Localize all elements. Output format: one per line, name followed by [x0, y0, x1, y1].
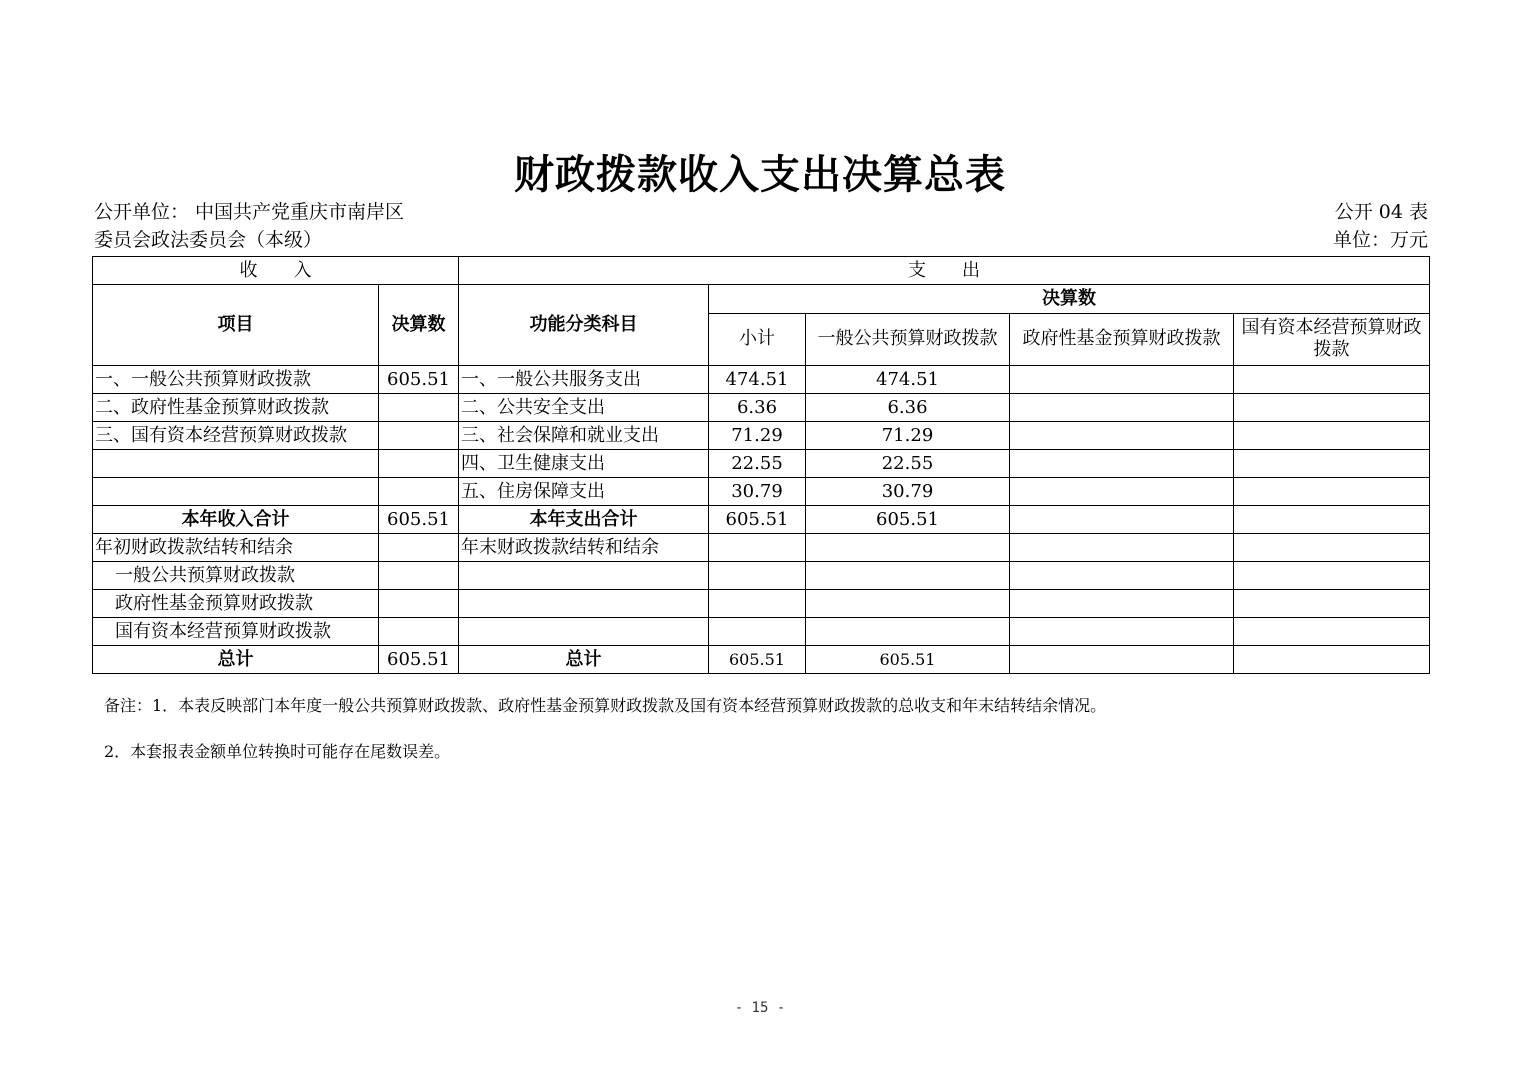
year-general-total: 605.51: [806, 506, 1010, 534]
state-cell: [1234, 394, 1430, 422]
unit-label-line2: 委员会政法委员会（本级）: [94, 229, 323, 251]
currency-unit: 单位：万元: [1332, 229, 1428, 251]
income-item: 三、国有资本经营预算财政拨款: [93, 422, 379, 450]
fund-cell: [1010, 394, 1234, 422]
table-row: [93, 478, 1430, 506]
state-cell: [1234, 562, 1430, 590]
col-fund-header: 政府性基金预算财政拨款: [1010, 313, 1234, 365]
subtotal-cell: [709, 590, 806, 618]
income-item: 一、一般公共预算财政拨款: [93, 366, 379, 394]
carryover-sub-item: 国有资本经营预算财政拨款: [93, 618, 379, 646]
table-row: [93, 422, 1430, 450]
state-cell: [1234, 422, 1430, 450]
state-cell: [1234, 590, 1430, 618]
col-state-header: 国有资本经营预算财政拨款: [1234, 313, 1430, 365]
grand-total-row: [93, 646, 1430, 674]
fund-cell: [1010, 366, 1234, 394]
income-amount: [379, 562, 459, 590]
subtotal-cell: 22.55: [709, 450, 806, 478]
note-1: 备注：1．本表反映部门本年度一般公共预算财政拨款、政府性基金预算财政拨款及国有资本经营预算财政拨款的总收支和年末结转结余情况。: [104, 696, 1107, 715]
income-header: 收 入: [93, 257, 459, 285]
page-number: - 15 -: [734, 1000, 786, 1016]
col-subtotal-header: 小计: [709, 313, 806, 365]
form-number: 公开 04 表: [1334, 201, 1428, 223]
subtotal-cell: 6.36: [709, 394, 806, 422]
col-amount-header: 决算数: [379, 285, 459, 366]
fund-cell: [1010, 562, 1234, 590]
unit-label-line1: 公开单位： 中国共产党重庆市南岸区: [94, 201, 405, 223]
income-amount: 605.51: [379, 366, 459, 394]
financial-table: [92, 256, 1430, 674]
state-cell: [1234, 618, 1430, 646]
table-row: [93, 450, 1430, 478]
expense-item: [459, 590, 709, 618]
col-general-header: 一般公共预算财政拨款: [806, 313, 1010, 365]
expense-item: [459, 618, 709, 646]
general-cell: 474.51: [806, 366, 1010, 394]
carryover-row: [93, 534, 1430, 562]
income-amount: [379, 422, 459, 450]
grand-fund: [1010, 646, 1234, 674]
table-header-row: [93, 257, 1430, 285]
year-fund-total: [1010, 506, 1234, 534]
page-title: 财政拨款收入支出决算总表: [514, 151, 1006, 198]
col-settlement-header: 决算数: [709, 285, 1430, 314]
expense-item: 二、公共安全支出: [459, 394, 709, 422]
col-item-header: 项目: [93, 285, 379, 366]
year-subtotal-total: 605.51: [709, 506, 806, 534]
note-2: 2．本套报表金额单位转换时可能存在尾数误差。: [104, 742, 451, 761]
state-cell: [1234, 478, 1430, 506]
income-amount: [379, 590, 459, 618]
grand-state: [1234, 646, 1430, 674]
expense-item: [459, 562, 709, 590]
fund-cell: [1010, 618, 1234, 646]
expense-item: 四、卫生健康支出: [459, 450, 709, 478]
year-income-total-label: 本年收入合计: [93, 506, 379, 534]
table-row: [93, 366, 1430, 394]
income-item: [93, 450, 379, 478]
year-income-total-amount: 605.51: [379, 506, 459, 534]
expense-item: 五、住房保障支出: [459, 478, 709, 506]
income-amount: [379, 394, 459, 422]
subtotal-cell: 71.29: [709, 422, 806, 450]
grand-income-amount: 605.51: [379, 646, 459, 674]
fund-cell: [1010, 590, 1234, 618]
table-row: [93, 394, 1430, 422]
general-cell: [806, 534, 1010, 562]
state-cell: [1234, 366, 1430, 394]
table-header-row: [93, 285, 1430, 314]
subtotal-cell: [709, 618, 806, 646]
general-cell: 30.79: [806, 478, 1010, 506]
fund-cell: [1010, 450, 1234, 478]
carryover-sub-item: 一般公共预算财政拨款: [93, 562, 379, 590]
general-cell: 6.36: [806, 394, 1010, 422]
general-cell: 22.55: [806, 450, 1010, 478]
subtotal-cell: [709, 562, 806, 590]
begin-carryover-amount: [379, 534, 459, 562]
state-cell: [1234, 534, 1430, 562]
grand-general: 605.51: [806, 646, 1010, 674]
carryover-sub-item: 政府性基金预算财政拨款: [93, 590, 379, 618]
fund-cell: [1010, 422, 1234, 450]
fund-cell: [1010, 478, 1234, 506]
general-cell: [806, 590, 1010, 618]
carryover-row: [93, 618, 1430, 646]
general-cell: [806, 562, 1010, 590]
begin-carryover-label: 年初财政拨款结转和结余: [93, 534, 379, 562]
general-cell: 71.29: [806, 422, 1010, 450]
carryover-row: [93, 590, 1430, 618]
income-item: 二、政府性基金预算财政拨款: [93, 394, 379, 422]
subtotal-cell: 30.79: [709, 478, 806, 506]
year-total-row: [93, 506, 1430, 534]
col-function-header: 功能分类科目: [459, 285, 709, 366]
year-state-total: [1234, 506, 1430, 534]
expense-item: 一、一般公共服务支出: [459, 366, 709, 394]
end-carryover-label: 年末财政拨款结转和结余: [459, 534, 709, 562]
income-amount: [379, 618, 459, 646]
subtotal-cell: [709, 534, 806, 562]
income-amount: [379, 450, 459, 478]
fund-cell: [1010, 534, 1234, 562]
expense-header: 支 出: [459, 257, 1430, 285]
general-cell: [806, 618, 1010, 646]
subtotal-cell: 474.51: [709, 366, 806, 394]
carryover-row: [93, 562, 1430, 590]
expense-item: 三、社会保障和就业支出: [459, 422, 709, 450]
grand-subtotal: 605.51: [709, 646, 806, 674]
income-amount: [379, 478, 459, 506]
year-expense-total-label: 本年支出合计: [459, 506, 709, 534]
grand-expense-label: 总计: [459, 646, 709, 674]
grand-income-label: 总计: [93, 646, 379, 674]
income-item: [93, 478, 379, 506]
state-cell: [1234, 450, 1430, 478]
